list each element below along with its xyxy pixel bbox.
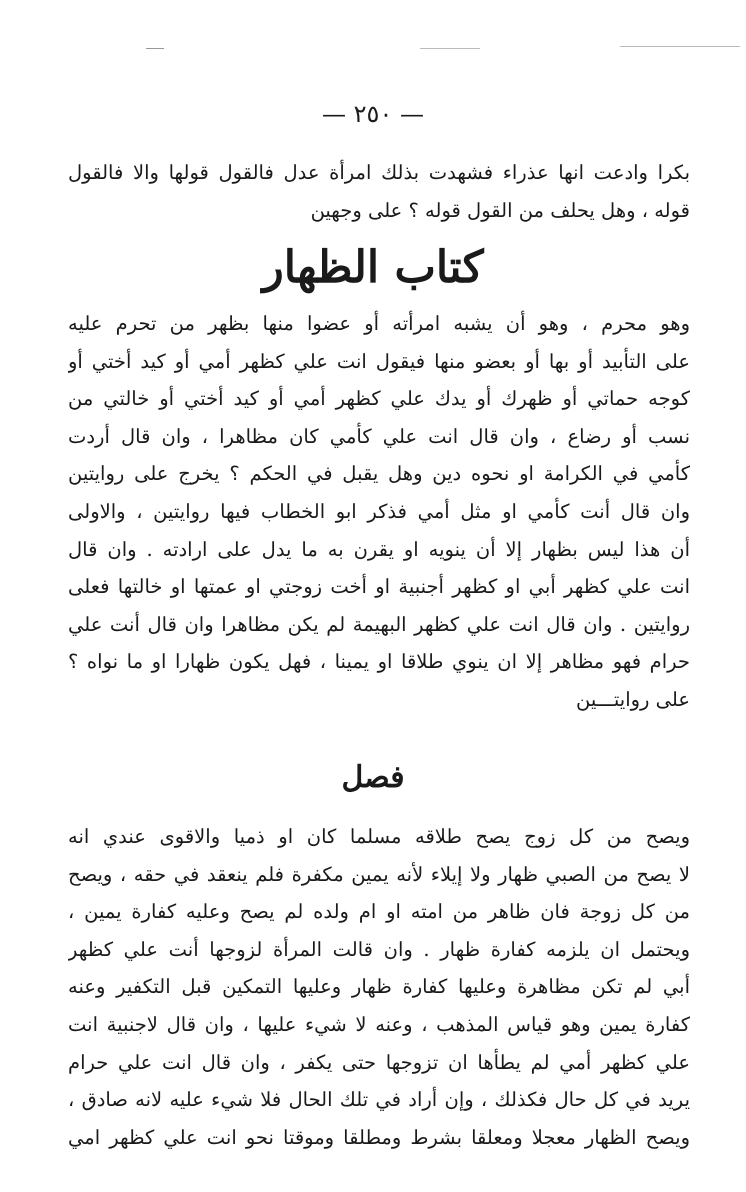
text-line: روايتين . وان قال انت علي كظهر البهيمة لم يكن مظاهرا وان قال أنت علي [68,612,690,636]
text-line: انت علي كظهر أبي او كظهر أجنبية او أخت زوجتي او عمتها او خالتها فعلى [68,575,690,599]
scan-artifact-left [146,48,164,49]
text-line: وان قال أنت كأمي او مثل أمي فذكر ابو الخطاب فيها روايتين ، والاولى [68,499,690,523]
text-line: أبي لم تكن مظاهرة وعليها كفارة ظهار وعليها التمكين قبل التكفير وعنه [68,975,690,999]
text-line: يريد في كل حال فكذلك ، وإن أراد في تلك الحال فلا شيء عليه لانه صادق ، [68,1088,690,1112]
top-paragraph [68,154,690,229]
text-line: أن هذا ليس بظهار إلا أن ينويه او يقرن به ما يدل على ارادته . وان قال [68,537,690,561]
chapter-title: كتاب الظهار [262,242,484,293]
text-line: من كل زوجة فان ظاهر من امته او ام ولده لم يصح وعليه كفارة يمين ، [68,900,690,924]
text-line: قوله ، وهل يحلف من القول قوله ؟ على وجهين [310,198,690,222]
scan-artifact-right [620,46,740,47]
text-line: كفارة يمين وهو قياس المذهب ، وعنه لا شيء عليها ، وان قال لاجنبية انت [68,1012,690,1036]
text-line: ويصح من كل زوج يصح طلاقه مسلما كان او ذميا والاقوى عندي انه [68,825,690,848]
text-line: بكرا وادعت انها عذراء فشهدت بذلك امرأة عدل فالقول قولها والا فالقول [68,161,690,184]
section-paragraph [68,818,690,1156]
chapter-paragraph [68,305,690,719]
text-line: ويصح الظهار معجلا ومعلقا بشرط ومطلقا وموقتا نحو انت علي كظهر امي [68,1125,690,1149]
section-title: فصل [341,760,405,795]
page-number: — ٢٥٠ — [322,100,424,128]
text-line: وهو محرم ، وهو أن يشبه امرأته أو عضوا منها بظهر من تحرم عليه [68,312,690,335]
text-line: نسب أو رضاع ، وان قال انت علي كأمي كان مظاهرا ، وان قال أردت [68,424,690,448]
text-line: كأمي في الكرامة او نحوه دين وهل يقبل في الحكم ؟ يخرج على روايتين [68,462,690,486]
text-line: كوجه حماتي أو ظهرك أو يدك علي كظهر أمي أو كيد أختي أو خالتي من [68,387,690,411]
text-line: حرام فهو مظاهر إلا ان ينوي طلاقا او يمينا ، فهل يكون ظهارا او ما نواه ؟ [68,650,690,674]
text-line: ويحتمل ان يلزمه كفارة ظهار . وان قالت المرأة لزوجها أنت علي كظهر [68,937,690,961]
scan-artifact-middle [420,48,480,49]
text-line: على روايتـــين [576,687,690,711]
text-line: علي كظهر أمي لم يطأها ان تزوجها حتى يكفر ، وان قال انت علي حرام [68,1050,690,1074]
text-line: لا يصح من الصبي ظهار ولا إيلاء لأنه يمين مكفرة فلم ينعقد في حقه ، ويصح [68,862,690,886]
text-line: على التأبيد أو بها أو بعضو منها فيقول انت علي كظهر أمي أو كيد أختي أو [68,349,690,373]
